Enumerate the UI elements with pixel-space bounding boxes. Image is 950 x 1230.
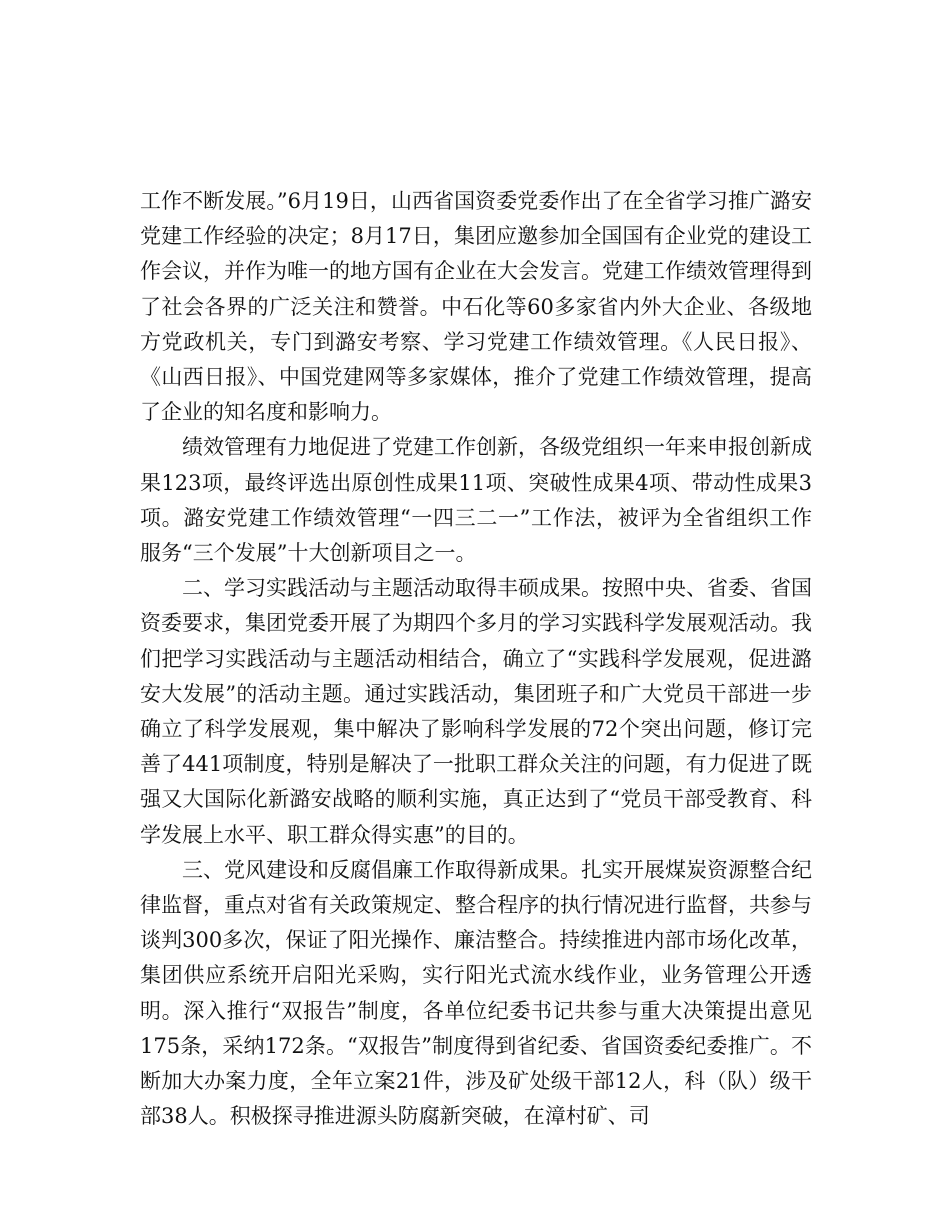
paragraph-2: 绩效管理有力地促进了党建工作创新，各级党组织一年来申报创新成果123项，最终评选出原创性成果11项、突破性成果4项、带动性成果3项。潞安党建工作绩效管理“一四三二一”工作法，被评为全省组织工作服务“三个发展”十大创新项目之一。 (140, 435, 812, 566)
paragraph-3: 二、学习实践活动与主题活动取得丰硕成果。按照中央、省委、省国资委要求，集团党委开展了为期四个多月的学习实践科学发展观活动。我们把学习实践活动与主题活动相结合，确立了“实践科学发展观，促进潞安大发展”的活动主题。通过实践活动，集团班子和广大党员干部进一步确立了科学发展观，集中解决了影响科学发展的72个突出问题，修订完善了441项制度，特别是解决了一批职工群众关注的问题，有力促进了既强又大国际化新潞安战略的顺利实施，真正达到了“党员干部受教育、科学发展上水平、职工群众得实惠”的目的。 (140, 576, 812, 847)
paragraph-4: 三、党风建设和反腐倡廉工作取得新成果。扎实开展煤炭资源整合纪律监督，重点对省有关政策规定、整合程序的执行情况进行监督，共参与谈判300多次，保证了阳光操作、廉洁整合。持续推进内部市场化改革，集团供应系统开启阳光采购，实行阳光式流水线作业，业务管理公开透明。深入推行“双报告”制度，各单位纪委书记共参与重大决策提出意见175条，采纳172条。“双报告”制度得到省纪委、省国资委纪委推广。不断加大办案力度，全年立案21件，涉及矿处级干部12人，科（队）级干部38人。积极探寻推进源头防腐新突破，在漳村矿、司 (140, 857, 812, 1129)
paragraph-1: 工作不断发展。”6月19日，山西省国资委党委作出了在全省学习推广潞安党建工作经验的决定；8月17日，集团应邀参加全国国有企业党的建设工作会议，并作为唯一的地方国有企业在大会发言。党建工作绩效管理得到了社会各界的广泛关注和赞誉。中石化等60多家省内外大企业、各级地方党政机关，专门到潞安考察、学习党建工作绩效管理。《人民日报》、《山西日报》、中国党建网等多家媒体，推介了党建工作绩效管理，提高了企业的知名度和影响力。 (140, 189, 812, 425)
document-page (140, 184, 812, 1134)
